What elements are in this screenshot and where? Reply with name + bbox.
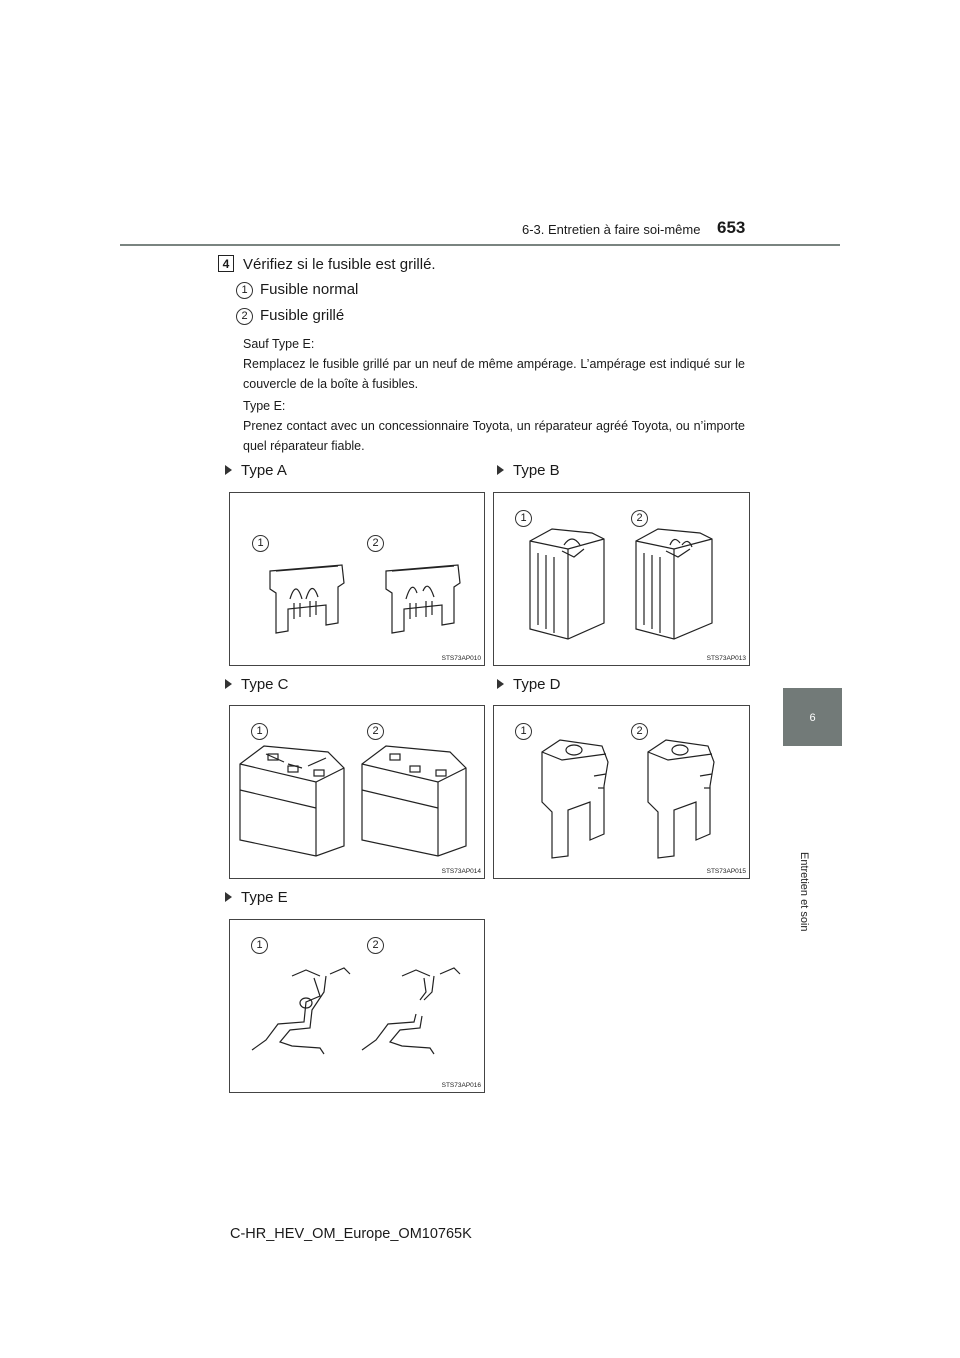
figure-type-d: [493, 705, 750, 879]
chapter-tab-number: 6: [809, 712, 816, 724]
fuse-type-a-illustration: [230, 493, 486, 667]
figure-a-callout-1: 1: [252, 535, 269, 552]
figure-c-code: STS73AP014: [441, 868, 481, 875]
type-b-label: [497, 462, 560, 479]
triangle-bullet-icon: [225, 679, 232, 689]
step-item-2-number: [236, 306, 253, 325]
figure-d-callout-2: 2: [631, 723, 648, 740]
type-b-label-text: Type B: [513, 462, 560, 479]
note-text: Prenez contact avec un concessionnaire Toyota, un réparateur agréé Toyota, ou n’importe quel réparateur fiable.: [243, 419, 745, 453]
figure-d-callout-1: 1: [515, 723, 532, 740]
type-a-label: [225, 462, 287, 479]
step-4: [218, 255, 234, 273]
note-text: Remplacez le fusible grillé par un neuf de même ampérage. L’ampérage est indiqué sur le couvercle de la boîte à fusibles.: [243, 357, 745, 391]
triangle-bullet-icon: [497, 465, 504, 475]
figure-e-callout-1: 1: [251, 937, 268, 954]
fuse-type-b-illustration: [494, 493, 751, 667]
type-c-label: [225, 676, 289, 693]
figure-type-c: [229, 705, 485, 879]
header-rule: [120, 244, 840, 246]
figure-e-code: STS73AP016: [441, 1082, 481, 1089]
triangle-bullet-icon: [225, 465, 232, 475]
figure-type-b: [493, 492, 750, 666]
type-d-label: [497, 676, 561, 693]
step-item-2-text: Fusible grillé: [260, 307, 345, 324]
chapter-side-label-text: Entretien et soin: [798, 852, 810, 932]
figure-b-callout-2: 2: [631, 510, 648, 527]
step-number-box: 4: [218, 255, 234, 272]
note-heading: Type E:: [243, 399, 286, 413]
step-item-1-number: [236, 280, 253, 299]
triangle-bullet-icon: [225, 892, 232, 902]
fuse-type-d-illustration: [494, 706, 751, 880]
callout-circle-1: 1: [236, 282, 253, 299]
figure-type-e: [229, 919, 485, 1093]
figure-type-a: [229, 492, 485, 666]
type-c-label-text: Type C: [241, 676, 289, 693]
figure-a-code: STS73AP010: [441, 655, 481, 662]
callout-circle-2: 2: [236, 308, 253, 325]
note-except-type-e: [243, 334, 745, 394]
figure-b-callout-1: 1: [515, 510, 532, 527]
figure-c-callout-1: 1: [251, 723, 268, 740]
type-e-label-text: Type E: [241, 889, 288, 906]
type-d-label-text: Type D: [513, 676, 561, 693]
page-number: 653: [717, 218, 746, 237]
note-heading: Sauf Type E:: [243, 337, 315, 351]
step-text: Vérifiez si le fusible est grillé.: [243, 256, 436, 273]
fuse-type-e-illustration: [230, 920, 486, 1094]
note-type-e: [243, 396, 745, 456]
chapter-side-label: [786, 852, 810, 932]
fuse-type-c-illustration: [230, 706, 486, 880]
triangle-bullet-icon: [497, 679, 504, 689]
document-footer: C-HR_HEV_OM_Europe_OM10765K: [230, 1226, 472, 1242]
figure-b-code: STS73AP013: [706, 655, 746, 662]
section-title: 6-3. Entretien à faire soi-même: [522, 222, 701, 237]
figure-d-code: STS73AP015: [706, 868, 746, 875]
step-item-1-text: Fusible normal: [260, 281, 359, 298]
type-e-label: [225, 889, 288, 906]
figure-e-callout-2: 2: [367, 937, 384, 954]
type-a-label-text: Type A: [241, 462, 287, 479]
figure-c-callout-2: 2: [367, 723, 384, 740]
figure-a-callout-2: 2: [367, 535, 384, 552]
